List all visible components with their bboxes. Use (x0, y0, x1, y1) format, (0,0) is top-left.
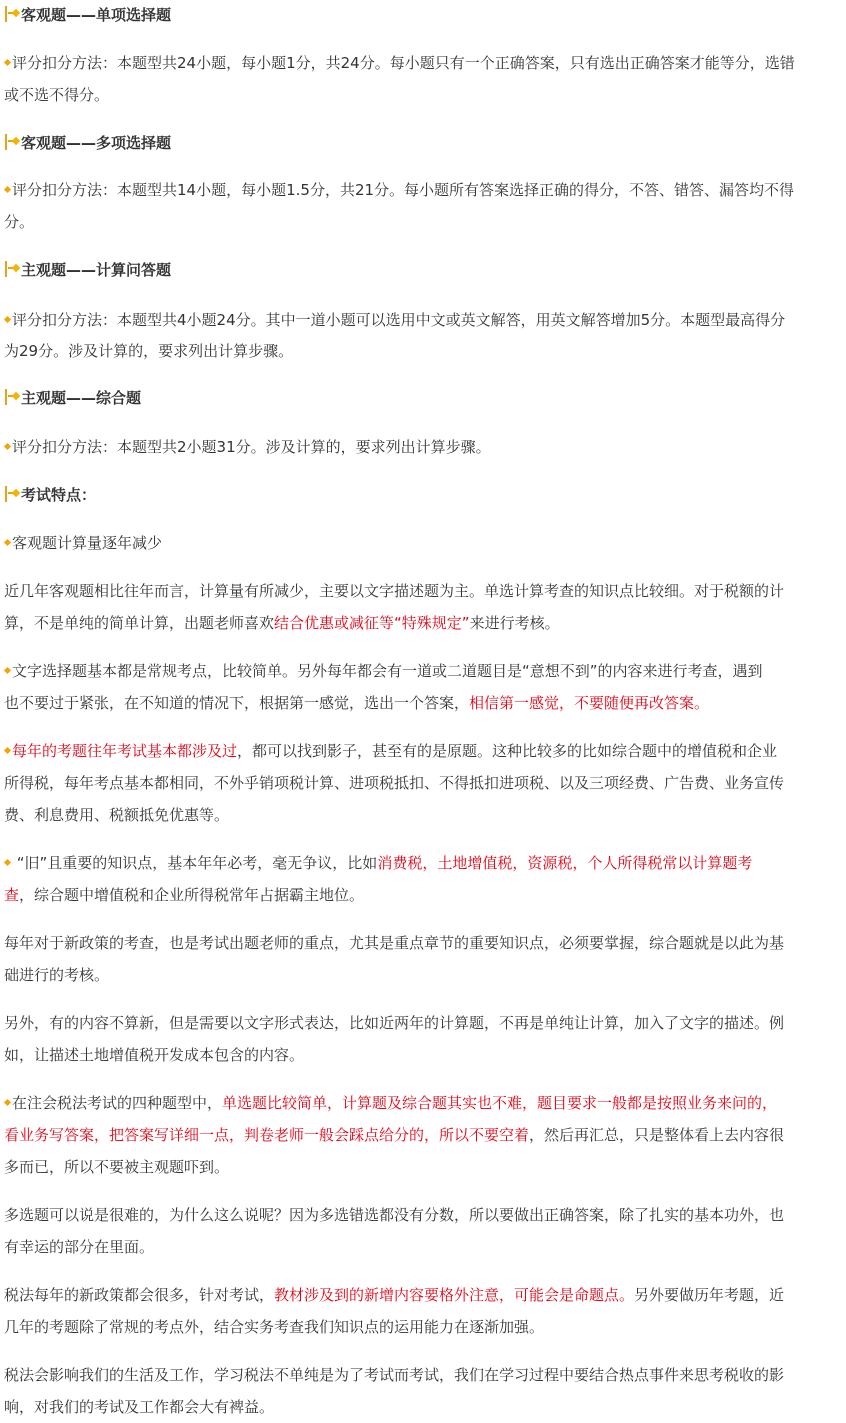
body-text: 评分扣分方法：本题型共4小题24分。其中一道小题可以选用中文或英文解答，用英文解答增加5分。本题型最高得分 (12, 311, 786, 329)
section-heading-text: 主观题——计算问答题 (21, 261, 172, 279)
paragraph-line (4, 1279, 840, 1311)
section-heading-text: 客观题——多项选择题 (21, 134, 172, 152)
bullet-diamond-icon (4, 747, 11, 754)
paragraph-line (4, 607, 840, 639)
highlighted-text: 消费税，土地增值税，资源税，个人所得税常以计算题考 (377, 854, 753, 872)
bullet-diamond-icon (4, 539, 11, 546)
paragraph-line (4, 1231, 840, 1263)
body-text: 评分扣分方法：本题型共14小题，每小题1.5分，共21分。每小题所有答案选择正确的得分，不答、错答、漏答均不得 (12, 181, 795, 199)
body-text: 算，不是单纯的简单计算，出题老师喜欢 (4, 614, 275, 632)
body-text: 税法每年的新政策都会很多，针对考试， (4, 1286, 275, 1304)
body-text: 费、利息费用、税额抵免优惠等。 (4, 806, 230, 824)
paragraph-line (4, 1007, 840, 1039)
paragraph-line (4, 767, 840, 799)
body-text: 或不选不得分。 (4, 86, 110, 104)
bullet-diamond-icon (4, 859, 11, 866)
body-text: ，都可以找到影子，甚至有的是原题。这种比较多的比如综合题中的增值税和企业 (237, 742, 778, 760)
section-heading-text: 客观题——单项选择题 (21, 6, 172, 24)
bullet-diamond-icon (4, 186, 11, 193)
body-text: 来进行考核。 (469, 614, 560, 632)
highlighted-text: 单选题比较简单，计算题及综合题其实也不难，题目要求一般都是按照业务来问的， (222, 1094, 778, 1112)
highlighted-text: 每年的考题往年考试基本都涉及过 (12, 742, 238, 760)
paragraph-line (4, 304, 840, 336)
section-heading-text: 主观题——综合题 (21, 389, 142, 407)
paragraph-line (4, 47, 840, 79)
body-text: 响，对我们的考试及工作都会大有裨益。 (4, 1398, 275, 1416)
paragraph-line (4, 799, 840, 831)
body-text: 税法会影响我们的生活及工作，学习税法不单纯是为了考试而考试，我们在学习过程中要结合热点事件来思考税收的影 (4, 1366, 785, 1384)
body-text: 为29分。涉及计算的，要求列出计算步骤。 (4, 342, 294, 360)
paragraph-line (4, 1119, 840, 1151)
body-text: “旧”且重要的知识点，基本年年必考，毫无争议，比如 (12, 854, 378, 872)
body-text: 评分扣分方法：本题型共2小题31分。涉及计算的，要求列出计算步骤。 (12, 438, 491, 456)
heading-marker-icon (4, 486, 20, 502)
bullet-diamond-icon (4, 667, 11, 674)
section-heading-text: 考试特点： (21, 486, 97, 504)
body-text: 另外，有的内容不算新，但是需要以文字形式表达，比如近两年的计算题，不再是单纯让计算，加入了文字的描述。例 (4, 1014, 785, 1032)
paragraph-line (4, 335, 840, 367)
section-heading (4, 254, 840, 286)
body-text: 多选题可以说是很难的，为什么这么说呢？因为多选错选都没有分数，所以要做出正确答案，除了扎实的基本功外，也 (4, 1206, 785, 1224)
highlighted-text: 看业务写答案，把答案写详细一点，判卷老师一般会踩点给分的，所以不要空着 (4, 1126, 530, 1144)
bullet-diamond-icon (4, 443, 11, 450)
paragraph-line (4, 79, 840, 111)
section-heading (4, 127, 840, 159)
body-text: 多而已，所以不要被主观题吓到。 (4, 1158, 230, 1176)
bullet-diamond-icon (4, 316, 11, 323)
paragraph-line (4, 1359, 840, 1391)
paragraph-line (4, 735, 840, 767)
paragraph-line (4, 1199, 840, 1231)
body-text: ，然后再汇总，只是整体看上去内容很 (529, 1126, 785, 1144)
heading-marker-icon (4, 6, 20, 22)
section-heading (4, 479, 840, 511)
section-heading (4, 0, 840, 31)
body-text: 文字选择题基本都是常规考点，比较简单。另外每年都会有一道或二道题目是“意想不到”的内容来进行考查，遇到 (12, 662, 763, 680)
paragraph-line (4, 1151, 840, 1183)
paragraph-line (4, 687, 840, 719)
body-text: 客观题计算量逐年减少 (12, 534, 163, 552)
body-text: 近几年客观题相比往年而言，计算量有所减少，主要以文字描述题为主。单选计算考查的知识点比较细。对于税额的计 (4, 582, 785, 600)
body-text: 另外要做历年考题，近 (634, 1286, 785, 1304)
paragraph-line (4, 431, 840, 463)
paragraph-line (4, 1039, 840, 1071)
body-text: 础进行的考核。 (4, 966, 110, 984)
body-text: 有幸运的部分在里面。 (4, 1238, 155, 1256)
paragraph-line (4, 174, 840, 206)
paragraph-line (4, 879, 840, 911)
paragraph-line (4, 206, 840, 238)
heading-marker-icon (4, 389, 20, 405)
highlighted-text: 结合优惠或减征等“特殊规定” (274, 614, 470, 632)
paragraph-line (4, 575, 840, 607)
highlighted-text: 查 (4, 886, 20, 904)
paragraph-line (4, 1311, 840, 1343)
body-text: ，综合题中增值税和企业所得税常年占据霸主地位。 (19, 886, 365, 904)
body-text: 所得税，每年考点基本都相同，不外乎销项税计算、进项税抵扣、不得抵扣进项税、以及三项经费、广告费、业务宣传 (4, 774, 785, 792)
paragraph-line (4, 527, 840, 559)
paragraph-line (4, 927, 840, 959)
highlighted-text: 相信第一感觉，不要随便再改答案。 (469, 694, 710, 712)
paragraph-line (4, 1087, 840, 1119)
paragraph-line (4, 959, 840, 991)
body-text: 也不要过于紧张，在不知道的情况下，根据第一感觉，选出一个答案， (4, 694, 470, 712)
bullet-diamond-icon (4, 59, 11, 66)
paragraph-line (4, 1391, 840, 1423)
body-text: 每年对于新政策的考查，也是考试出题老师的重点，尤其是重点章节的重要知识点，必须要掌握，综合题就是以此为基 (4, 934, 785, 952)
body-text: 几年的考题除了常规的考点外，结合实务考查我们知识点的运用能力在逐渐加强。 (4, 1318, 545, 1336)
section-heading (4, 382, 840, 414)
bullet-diamond-icon (4, 1099, 11, 1106)
paragraph-line (4, 847, 840, 879)
body-text: 评分扣分方法：本题型共24小题，每小题1分，共24分。每小题只有一个正确答案，只有选出正确答案才能等分，选错 (12, 54, 795, 72)
body-text: 在注会税法考试的四种题型中， (12, 1094, 223, 1112)
heading-marker-icon (4, 134, 20, 150)
paragraph-line (4, 655, 840, 687)
highlighted-text: 教材涉及到的新增内容要格外注意，可能会是命题点。 (274, 1286, 635, 1304)
heading-marker-icon (4, 261, 20, 277)
body-text: 分。 (4, 213, 35, 231)
body-text: 如，让描述土地增值税开发成本包含的内容。 (4, 1046, 305, 1064)
